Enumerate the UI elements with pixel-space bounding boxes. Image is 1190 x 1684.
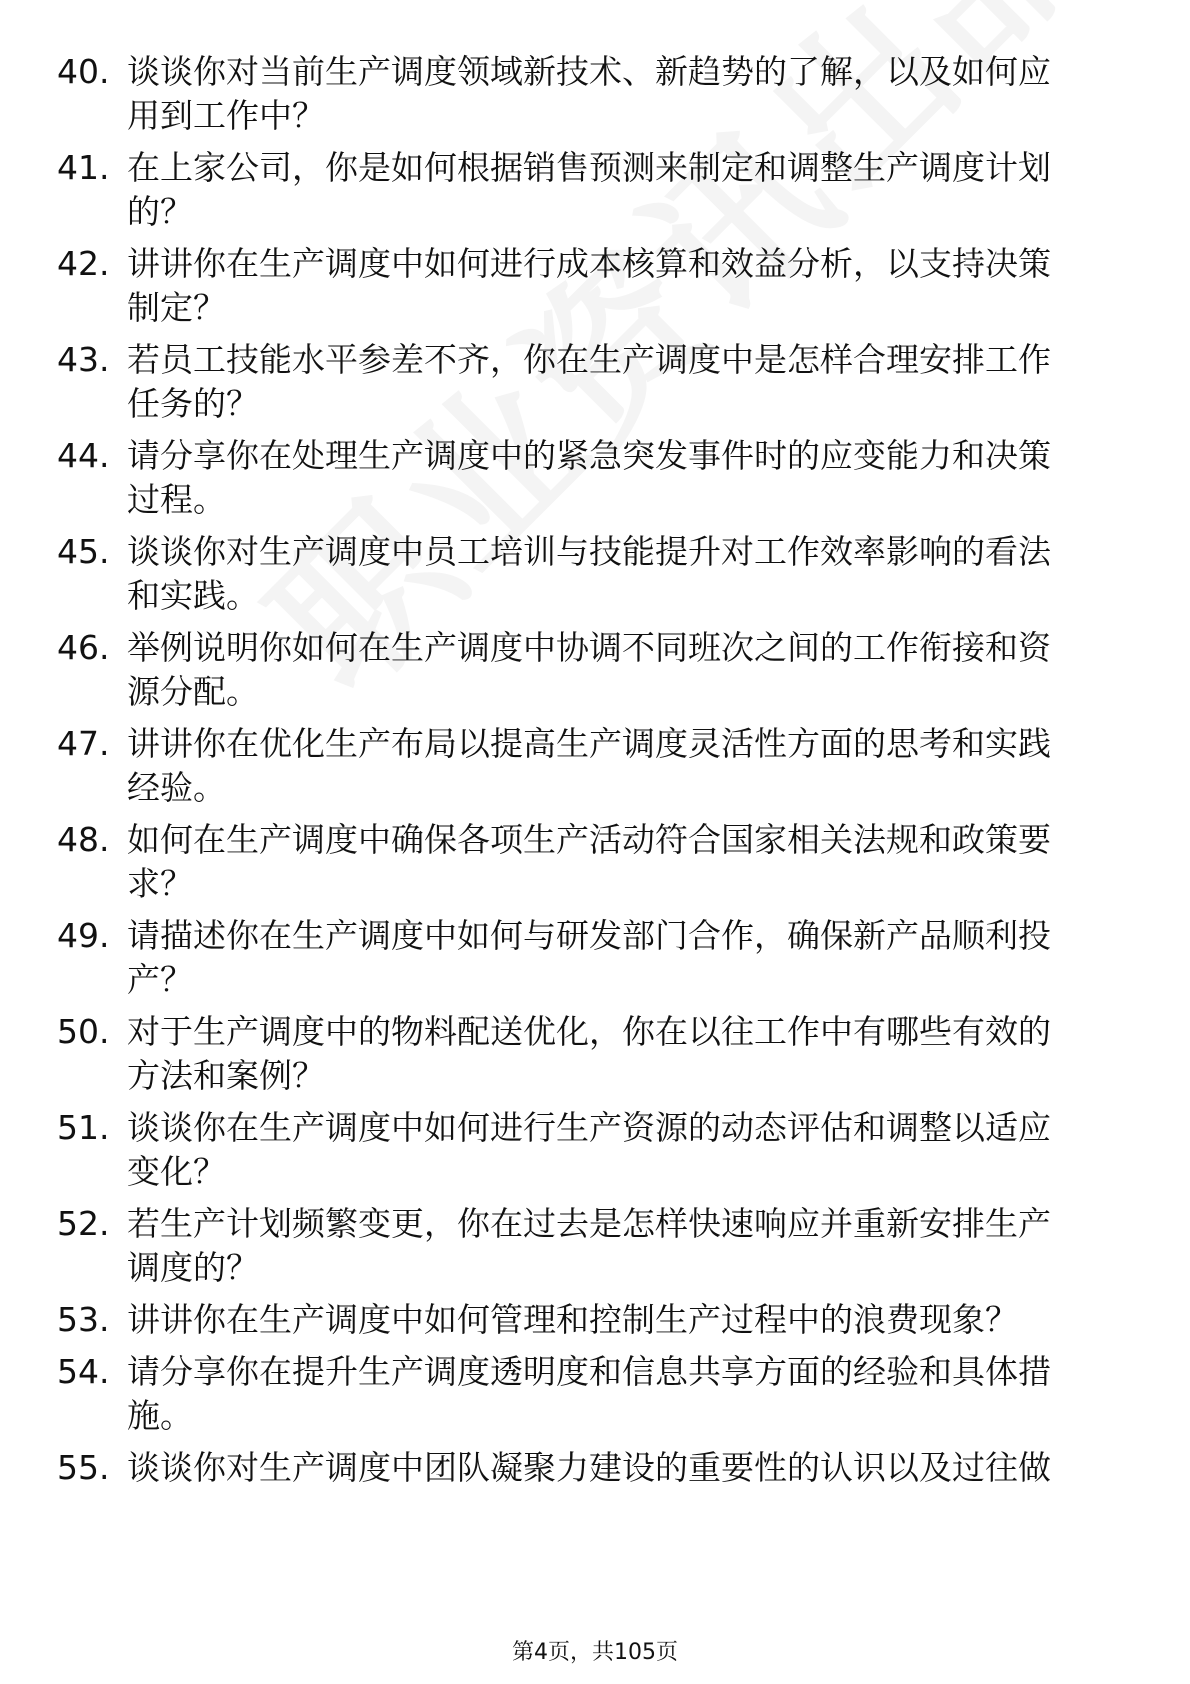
question-number: 41. — [57, 148, 110, 187]
question-text: 谈谈你对生产调度中团队凝聚力建设的重要性的认识以及过往做 — [127, 1448, 1051, 1487]
question-text: 谈谈你对当前生产调度领域新技术、新趋势的了解，以及如何应 用到工作中？ — [127, 52, 1051, 135]
question-text: 若员工技能水平参差不齐，你在生产调度中是怎样合理安排工作 任务的？ — [127, 340, 1051, 423]
question-number: 42. — [57, 244, 110, 283]
question-number: 55. — [57, 1448, 110, 1487]
question-number: 54. — [57, 1352, 110, 1391]
question-text: 请分享你在处理生产调度中的紧急突发事件时的应变能力和决策 过程。 — [127, 436, 1051, 519]
question-number: 49. — [57, 916, 110, 955]
question-number: 46. — [57, 628, 110, 667]
question-number: 50. — [57, 1012, 110, 1051]
question-text: 对于生产调度中的物料配送优化，你在以往工作中有哪些有效的 方法和案例？ — [127, 1012, 1051, 1095]
question-text: 若生产计划频繁变更，你在过去是怎样快速响应并重新安排生产 调度的？ — [127, 1204, 1051, 1287]
question-number: 52. — [57, 1204, 110, 1243]
question-number: 47. — [57, 724, 110, 763]
question-number: 48. — [57, 820, 110, 859]
page-number-label: 第4页，共105页 — [512, 1640, 678, 1665]
question-text: 如何在生产调度中确保各项生产活动符合国家相关法规和政策要 求？ — [127, 820, 1051, 903]
question-text: 讲讲你在优化生产布局以提高生产调度灵活性方面的思考和实践 经验。 — [127, 724, 1051, 807]
question-number: 44. — [57, 436, 110, 475]
question-text: 请分享你在提升生产调度透明度和信息共享方面的经验和具体措 施。 — [127, 1352, 1051, 1435]
question-text: 谈谈你在生产调度中如何进行生产资源的动态评估和调整以适应 变化？ — [127, 1108, 1051, 1191]
question-number: 40. — [57, 52, 110, 91]
question-text: 谈谈你对生产调度中员工培训与技能提升对工作效率影响的看法 和实践。 — [127, 532, 1051, 615]
question-number: 43. — [57, 340, 110, 379]
question-number: 53. — [57, 1300, 110, 1339]
question-text: 讲讲你在生产调度中如何管理和控制生产过程中的浪费现象？ — [127, 1300, 1018, 1339]
question-text: 请描述你在生产调度中如何与研发部门合作，确保新产品顺利投 产？ — [127, 916, 1051, 999]
question-number: 51. — [57, 1108, 110, 1147]
page-footer — [0, 1639, 1190, 1667]
question-text: 举例说明你如何在生产调度中协调不同班次之间的工作衔接和资 源分配。 — [127, 628, 1051, 711]
question-text: 讲讲你在生产调度中如何进行成本核算和效益分析，以支持决策 制定？ — [127, 244, 1051, 327]
question-number: 45. — [57, 532, 110, 571]
question-text: 在上家公司，你是如何根据销售预测来制定和调整生产调度计划 的？ — [127, 148, 1051, 231]
